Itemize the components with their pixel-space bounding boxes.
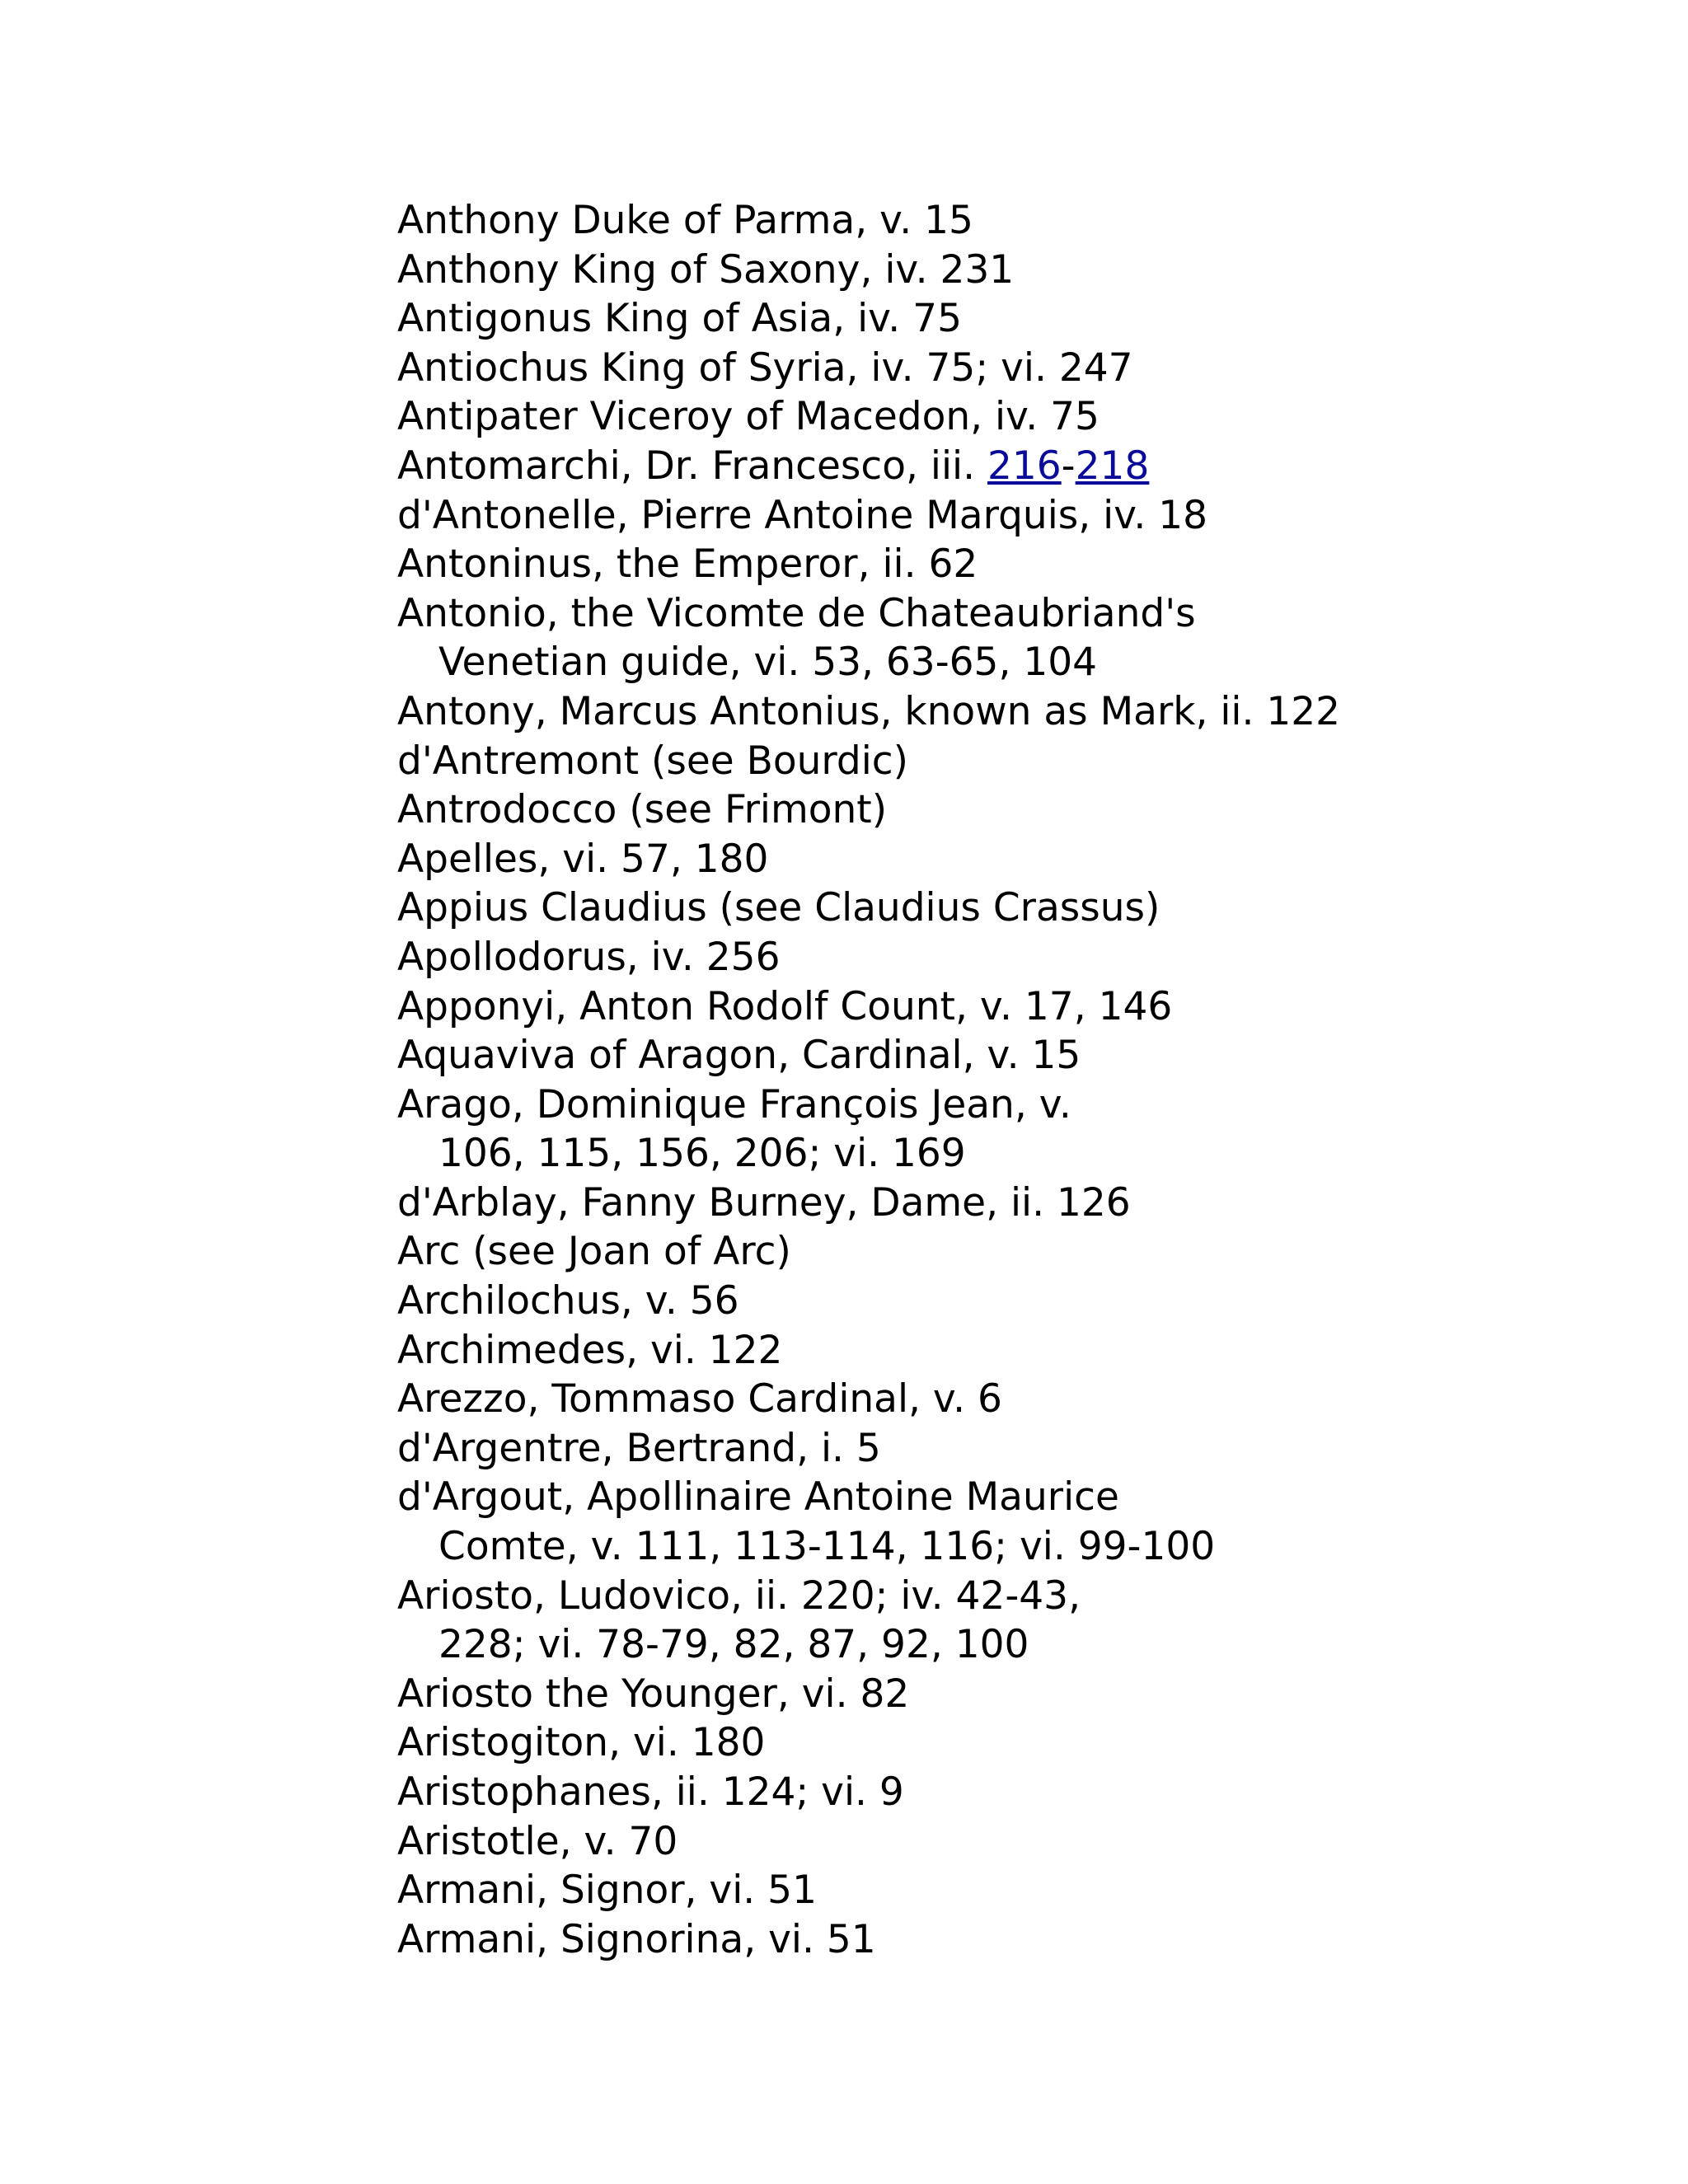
index-entry: Anthony Duke of Parma, v. 15 [397,198,973,243]
index-entry: Archilochus, v. 56 [397,1278,739,1324]
index-entry: Antonio, the Vicomte de Chateaubriand's [397,590,1196,636]
index-entry-continuation: 228; vi. 78-79, 82, 87, 92, 100 [438,1622,1029,1668]
index-entry: Apponyi, Anton Rodolf Count, v. 17, 146 [397,983,1173,1029]
index-entry-continuation: Venetian guide, vi. 53, 63-65, 104 [438,640,1098,686]
index-entry: Appius Claudius (see Claudius Crassus) [397,885,1160,931]
index-entry-continuation: Comte, v. 111, 113-114, 116; vi. 99-100 [438,1524,1216,1570]
index-entry: Apelles, vi. 57, 180 [397,836,769,882]
range-separator: - [1061,443,1076,489]
index-entry: Arezzo, Tommaso Cardinal, v. 6 [397,1376,1002,1422]
index-entry: Aquaviva of Aragon, Cardinal, v. 15 [397,1033,1081,1079]
index-entry: Ariosto, Ludovico, ii. 220; iv. 42-43, [397,1572,1081,1619]
index-entry: Ariosto the Younger, vi. 82 [397,1671,910,1717]
index-entry: d'Antremont (see Bourdic) [397,738,908,784]
index-entry: d'Argout, Apollinaire Antoine Maurice [397,1474,1119,1521]
index-entry: d'Antonelle, Pierre Antoine Marquis, iv. 18 [397,492,1208,538]
index-entry: Arago, Dominique François Jean, v. [397,1081,1071,1127]
index-entry: Antrodocco (see Frimont) [397,787,888,833]
index-entry: Antipater Viceroy of Macedon, iv. 75 [397,394,1100,440]
index-entry-continuation: 106, 115, 156, 206; vi. 169 [438,1131,966,1177]
index-entry: Aristogiton, vi. 180 [397,1720,766,1766]
index-entry [397,442,1551,491]
index-entry: Armani, Signor, vi. 51 [397,1868,817,1914]
entry-text: Antomarchi, Dr. Francesco, iii. [397,443,987,489]
index-entry: Aristotle, v. 70 [397,1818,678,1864]
page-link-218[interactable]: 218 [1075,443,1150,489]
page-link-216[interactable]: 216 [987,443,1062,489]
index-entry: Aristophanes, ii. 124; vi. 9 [397,1769,904,1815]
index-entry: d'Argentre, Bertrand, i. 5 [397,1425,881,1471]
index-entry: Archimedes, vi. 122 [397,1327,783,1373]
index-entry: Antoninus, the Emperor, ii. 62 [397,541,978,588]
index-entry: Arc (see Joan of Arc) [397,1229,791,1275]
index-entry: Apollodorus, iv. 256 [397,934,781,980]
index-entry: d'Arblay, Fanny Burney, Dame, ii. 126 [397,1179,1131,1226]
index-entry: Armani, Signorina, vi. 51 [397,1916,876,1962]
index-entry: Antigonus King of Asia, iv. 75 [397,296,962,342]
index-entry: Antony, Marcus Antonius, known as Mark, ii. 122 [397,688,1341,734]
index-list [397,196,1551,1964]
index-entry: Antiochus King of Syria, iv. 75; vi. 247 [397,344,1133,391]
index-entry: Anthony King of Saxony, iv. 231 [397,246,1015,293]
